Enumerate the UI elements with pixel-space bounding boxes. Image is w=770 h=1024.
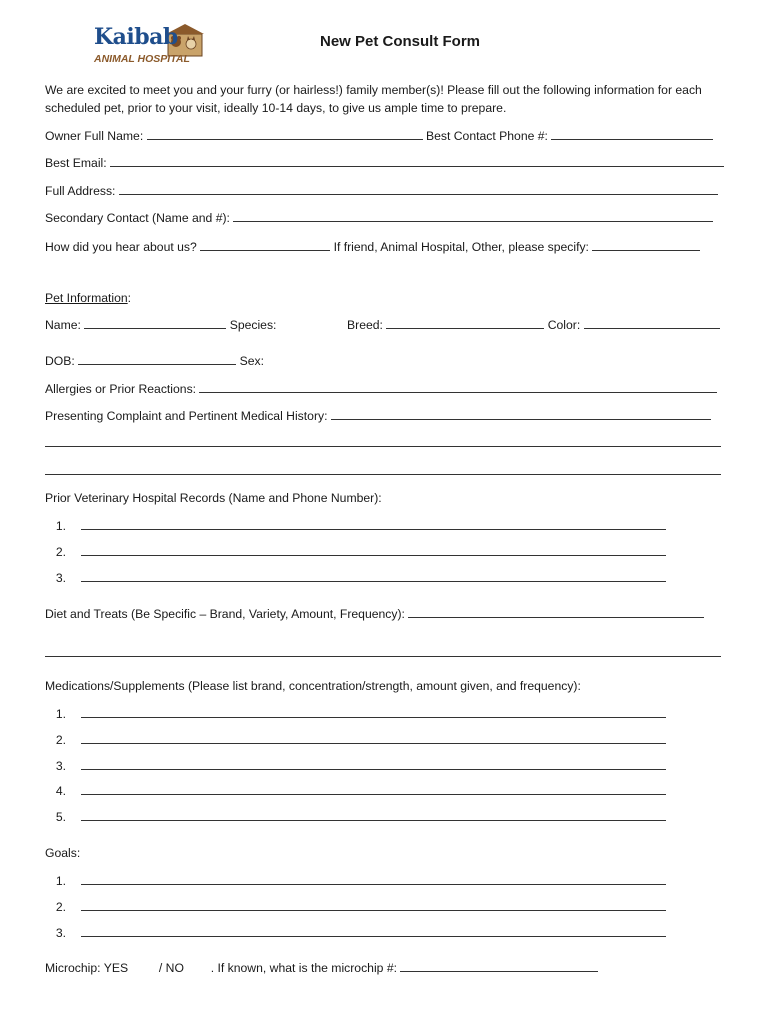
meds-item-1 [34,705,666,722]
meds-num-1: 1. [55,707,66,721]
pet-info-heading [45,290,131,306]
hear-row [45,238,700,255]
meds-field-2[interactable] [81,731,666,744]
complaint-field[interactable] [331,407,711,420]
intro-text: We are excited to meet you and your furry (or hairless!) family member(s)! Please fill out the following information for each scheduled pet, prior to your visit, ideally 10-14 days, to give us ample time to prepare. [45,83,702,115]
records-field-3[interactable] [81,569,666,582]
breed-label: Breed: [347,318,383,332]
pet-name-field[interactable] [84,316,226,329]
microchip-number-field[interactable] [400,959,598,972]
records-field-2[interactable] [81,543,666,556]
meds-num-5: 5. [55,810,66,824]
diet-line-2[interactable] [45,656,721,657]
pet-info-heading-text: Pet Information [45,291,128,305]
specify-field[interactable] [592,238,700,251]
pet-name-label: Name: [45,318,81,332]
meds-item-2 [34,731,666,748]
meds-field-3[interactable] [81,757,666,770]
records-item-1 [34,517,666,534]
meds-field-4[interactable] [81,782,666,795]
meds-num-2: 2. [55,733,66,747]
allergies-label: Allergies or Prior Reactions: [45,382,197,396]
pet-name-row [45,316,276,333]
phone-label: Best Contact Phone #: [425,129,548,143]
secondary-field[interactable] [233,209,713,222]
owner-name-label: Owner Full Name: [45,129,144,143]
kaibab-logo [92,20,210,72]
allergies-field[interactable] [199,380,717,393]
complaint-line-3[interactable] [45,474,721,475]
goals-num-3: 3. [55,926,66,940]
secondary-label: Secondary Contact (Name and #): [45,211,230,225]
meds-item-5 [34,808,666,825]
pet-info-heading-colon: : [127,291,132,305]
microchip-yes[interactable]: Microchip: YES [45,961,129,975]
records-item-2 [34,543,666,560]
logo-subtitle: ANIMAL HOSPITAL [94,53,190,65]
address-label: Full Address: [45,184,116,198]
records-num-1: 1. [55,519,66,533]
email-field[interactable] [110,154,724,167]
color-field[interactable] [584,316,720,329]
complaint-line-2[interactable] [45,446,721,447]
complaint-row [45,407,711,424]
goals-field-1[interactable] [81,872,666,885]
sex-label: Sex: [239,354,264,368]
diet-row [45,605,704,622]
breed-row [347,316,720,333]
meds-label: Medications/Supplements (Please list brand, concentration/strength, amount given, and frequency): [45,679,581,693]
diet-field[interactable] [408,605,704,618]
meds-num-3: 3. [55,759,66,773]
species-label: Species: [229,318,277,332]
meds-item-3 [34,757,666,774]
owner-name-row [45,127,713,144]
phone-field[interactable] [551,127,713,140]
specify-label: If friend, Animal Hospital, Other, please specify: [333,240,589,254]
email-label: Best Email: [45,156,107,170]
goals-item-3 [34,924,666,941]
records-item-3 [34,569,666,586]
color-label: Color: [547,318,581,332]
meds-field-5[interactable] [81,808,666,821]
allergies-row [45,380,717,397]
logo-name: Kaibab [94,24,178,50]
meds-num-4: 4. [55,784,66,798]
records-num-2: 2. [55,545,66,559]
breed-field[interactable] [386,316,544,329]
complaint-label: Presenting Complaint and Pertinent Medical History: [45,409,328,423]
email-row [45,154,724,171]
records-num-3: 3. [55,571,66,585]
owner-name-field[interactable] [147,127,423,140]
dob-row [45,352,264,369]
records-label: Prior Veterinary Hospital Records (Name and Phone Number): [45,491,382,505]
goals-item-2 [34,898,666,915]
page-title: New Pet Consult Form [320,33,481,50]
hear-label: How did you hear about us? [45,240,197,254]
goals-item-1 [34,872,666,889]
goals-field-3[interactable] [81,924,666,937]
goals-field-2[interactable] [81,898,666,911]
dob-label: DOB: [45,354,75,368]
goals-num-1: 1. [55,874,66,888]
meds-item-4 [34,782,666,799]
address-row [45,182,718,199]
goals-num-2: 2. [55,900,66,914]
goals-label: Goals: [45,846,81,860]
microchip-no[interactable]: / NO [158,961,184,975]
meds-field-1[interactable] [81,705,666,718]
microchip-row [45,959,598,976]
address-field[interactable] [119,182,718,195]
hear-field[interactable] [200,238,330,251]
records-field-1[interactable] [81,517,666,530]
microchip-known-label: . If known, what is the microchip #: [210,961,397,975]
diet-label: Diet and Treats (Be Specific – Brand, Variety, Amount, Frequency): [45,607,405,621]
dob-field[interactable] [78,352,236,365]
secondary-row [45,209,713,226]
